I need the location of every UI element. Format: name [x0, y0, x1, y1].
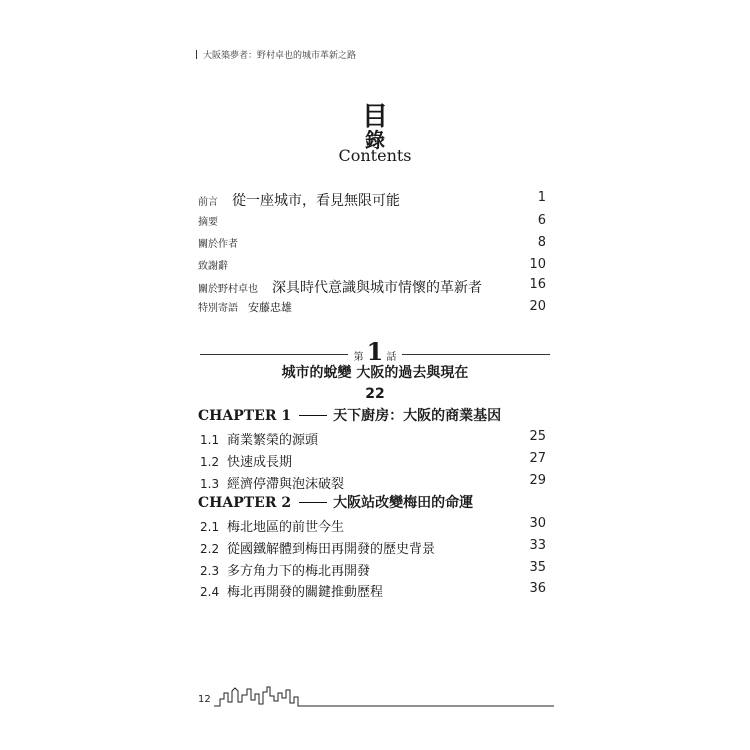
chapter-2-heading[interactable]	[198, 492, 473, 512]
toc-entry-page: 1	[537, 190, 546, 205]
toc-entry-summary[interactable]	[198, 213, 546, 233]
chapter-1-heading[interactable]	[198, 405, 501, 425]
toc-entry-about-author[interactable]	[198, 235, 546, 255]
section-number: 1.3	[200, 477, 220, 491]
toc-entry-page: 8	[537, 235, 546, 250]
section-page: 36	[529, 581, 546, 596]
toc-entry-special-message[interactable]	[198, 299, 546, 319]
contents-title-english: Contents	[338, 146, 412, 165]
section-page: 35	[529, 560, 546, 575]
section-title: 快速成長期	[227, 455, 293, 470]
running-head	[196, 48, 356, 61]
section-number: 1.2	[200, 455, 220, 469]
toc-entry-label: 致謝辭	[198, 261, 228, 272]
section-page: 29	[529, 473, 546, 488]
toc-section-2-2[interactable]	[200, 538, 546, 558]
section-title: 從國鐵解體到梅田再開發的歷史背景	[227, 542, 436, 557]
toc-entry-label: 特別寄語	[198, 303, 238, 314]
toc-entry-label: 關於作者	[198, 239, 238, 250]
toc-entry-label: 關於野村卓也	[198, 284, 258, 295]
toc-section-2-4[interactable]	[200, 581, 546, 601]
chapter-label: CHAPTER 1	[198, 408, 292, 424]
episode-suffix: 話	[386, 352, 397, 363]
chapter-title: 大阪站改變梅田的命運	[333, 495, 474, 511]
section-page: 33	[529, 538, 546, 553]
section-title: 梅北地區的前世今生	[227, 520, 345, 535]
chapter-dash	[299, 502, 327, 503]
episode-number: 1	[366, 337, 384, 366]
episode-label	[340, 337, 410, 366]
toc-entry-subtitle: 安藤忠雄	[248, 301, 292, 314]
section-page: 30	[529, 516, 546, 531]
episode-title[interactable]: 城市的蛻變 大阪的過去與現在	[281, 365, 469, 381]
toc-entry-page: 10	[529, 257, 546, 272]
section-title: 經濟停滯與泡沫破裂	[227, 477, 345, 492]
section-page: 25	[529, 429, 546, 444]
toc-entry-page: 6	[537, 213, 546, 228]
section-number: 2.4	[200, 585, 220, 599]
toc-entry-subtitle: 從一座城市，看見無限可能	[232, 193, 400, 209]
section-number: 1.1	[200, 433, 220, 447]
toc-entry-page: 16	[529, 277, 546, 292]
section-number: 2.1	[200, 520, 220, 534]
episode-divider-left	[200, 354, 348, 355]
contents-title-line2: 錄	[365, 128, 385, 152]
toc-entry-about-nomura[interactable]	[198, 277, 546, 297]
chapter-label: CHAPTER 2	[198, 495, 292, 511]
page-number: 12	[198, 694, 211, 705]
running-head-rule	[196, 50, 197, 59]
toc-section-1-3[interactable]	[200, 473, 546, 493]
running-head-text: 大阪築夢者：野村卓也的城市革新之路	[203, 51, 357, 61]
toc-section-2-3[interactable]	[200, 560, 546, 580]
toc-entry-acknowledgements[interactable]	[198, 257, 546, 277]
city-skyline-icon	[214, 684, 554, 710]
toc-entry-label: 摘要	[198, 217, 218, 228]
chapter-title: 天下廚房：大阪的商業基因	[333, 408, 502, 424]
episode-page: 22	[365, 386, 385, 402]
section-title: 多方角力下的梅北再開發	[227, 564, 371, 579]
section-page: 27	[529, 451, 546, 466]
toc-section-2-1[interactable]	[200, 516, 546, 536]
toc-entry-page: 20	[529, 299, 546, 314]
toc-section-1-1[interactable]	[200, 429, 546, 449]
toc-entry-preface[interactable]	[198, 190, 546, 210]
contents-title-line1: 目	[361, 102, 388, 132]
chapter-dash	[299, 415, 327, 416]
episode-divider-right	[402, 354, 550, 355]
section-title: 商業繁榮的源頭	[227, 433, 319, 448]
section-number: 2.2	[200, 542, 220, 556]
section-title: 梅北再開發的關鍵推動歷程	[227, 585, 384, 600]
toc-section-1-2[interactable]	[200, 451, 546, 471]
episode-prefix: 第	[353, 352, 364, 363]
toc-entry-label: 前言	[198, 197, 218, 208]
section-number: 2.3	[200, 564, 220, 578]
toc-entry-subtitle: 深具時代意識與城市情懷的革新者	[272, 280, 482, 296]
